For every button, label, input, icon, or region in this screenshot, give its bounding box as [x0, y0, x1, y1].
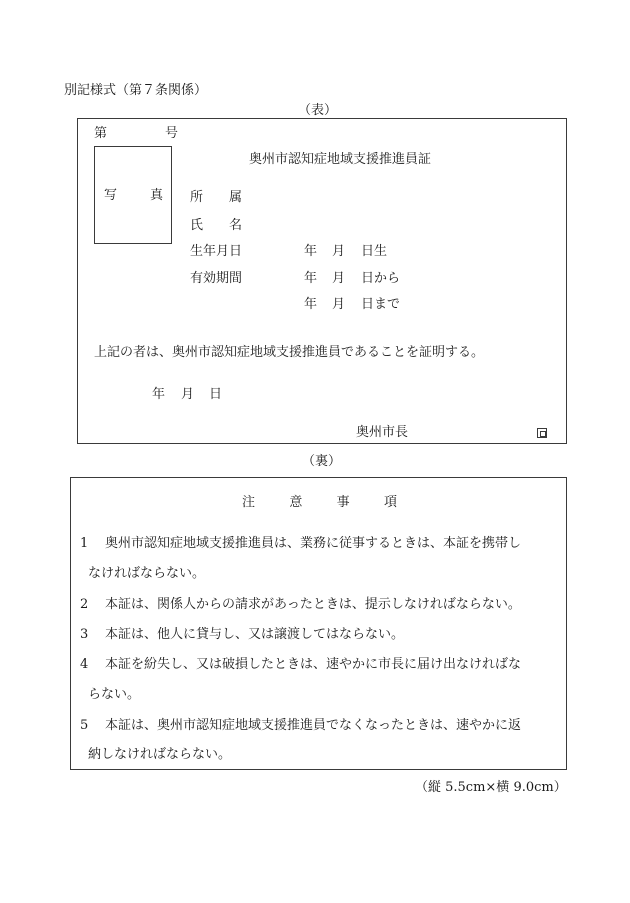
issue-month: 月	[181, 387, 195, 402]
note-number: 2	[80, 597, 89, 612]
affiliation-label	[190, 191, 242, 204]
note-text: 奥州市認知症地域支援推進員は、業務に従事するときは、本証を携帯し	[105, 536, 522, 551]
issuer: 奥州市長	[356, 425, 409, 440]
notes-title-char-1: 注	[242, 495, 256, 510]
note-number: 1	[80, 536, 89, 551]
affiliation-char-1: 所	[190, 190, 204, 205]
name-char-1: 氏	[190, 218, 204, 233]
valid-until-day: 日まで	[361, 297, 401, 312]
note-text: 本証を紛失し、又は破損したときは、速やかに市長に届け出なければな	[105, 657, 522, 672]
valid-until-year: 年	[304, 297, 318, 312]
note-text: 本証は、他人に貸与し、又は譲渡してはならない。	[105, 627, 405, 642]
name-label	[190, 219, 242, 232]
certificate-title: 奥州市認知症地域支援推進員証	[249, 152, 432, 167]
notes-title-char-4: 項	[383, 495, 397, 510]
birth-year: 年	[304, 244, 318, 259]
valid-from-day: 日から	[361, 271, 401, 286]
birthdate-label: 生年月日	[190, 244, 243, 259]
photo-label	[104, 189, 163, 202]
form-title: 別記様式（第７条関係）	[64, 83, 208, 98]
birth-month: 月	[332, 244, 346, 259]
note-number: 4	[80, 657, 89, 672]
valid-until-month: 月	[332, 297, 346, 312]
back-label: （裏）	[302, 454, 342, 469]
number-suffix: 号	[164, 126, 178, 141]
birth-day: 日生	[361, 244, 388, 259]
note-text-continued: らない。	[88, 687, 141, 702]
seal-icon	[537, 428, 547, 438]
note-number: 3	[80, 627, 89, 642]
issue-day: 日	[209, 387, 223, 402]
size-note: （縦 5.5cm×横 9.0cm）	[415, 780, 567, 795]
notes-title-char-2: 意	[289, 495, 303, 510]
photo-label-char-1: 写	[104, 188, 118, 203]
valid-from-month: 月	[332, 271, 346, 286]
validity-label: 有効期間	[190, 271, 243, 286]
valid-from-year: 年	[304, 271, 318, 286]
certification-statement: 上記の者は、奥州市認知症地域支援推進員であることを証明する。	[94, 345, 485, 360]
notes-title-char-3: 事	[336, 495, 350, 510]
number-prefix: 第	[94, 126, 108, 141]
note-text-continued: なければならない。	[88, 566, 206, 581]
issue-year: 年	[152, 387, 166, 402]
notes-title	[242, 496, 397, 509]
certificate-number	[94, 127, 178, 140]
name-char-2: 名	[228, 218, 242, 233]
affiliation-char-2: 属	[228, 190, 242, 205]
front-label: （表）	[298, 103, 338, 118]
note-number: 5	[80, 718, 89, 733]
note-text-continued: 納しなければならない。	[88, 747, 232, 762]
note-text: 本証は、奥州市認知症地域支援推進員でなくなったときは、速やかに返	[105, 718, 522, 733]
note-text: 本証は、関係人からの請求があったときは、提示しなければならない。	[105, 597, 521, 612]
photo-label-char-2: 真	[149, 188, 163, 203]
